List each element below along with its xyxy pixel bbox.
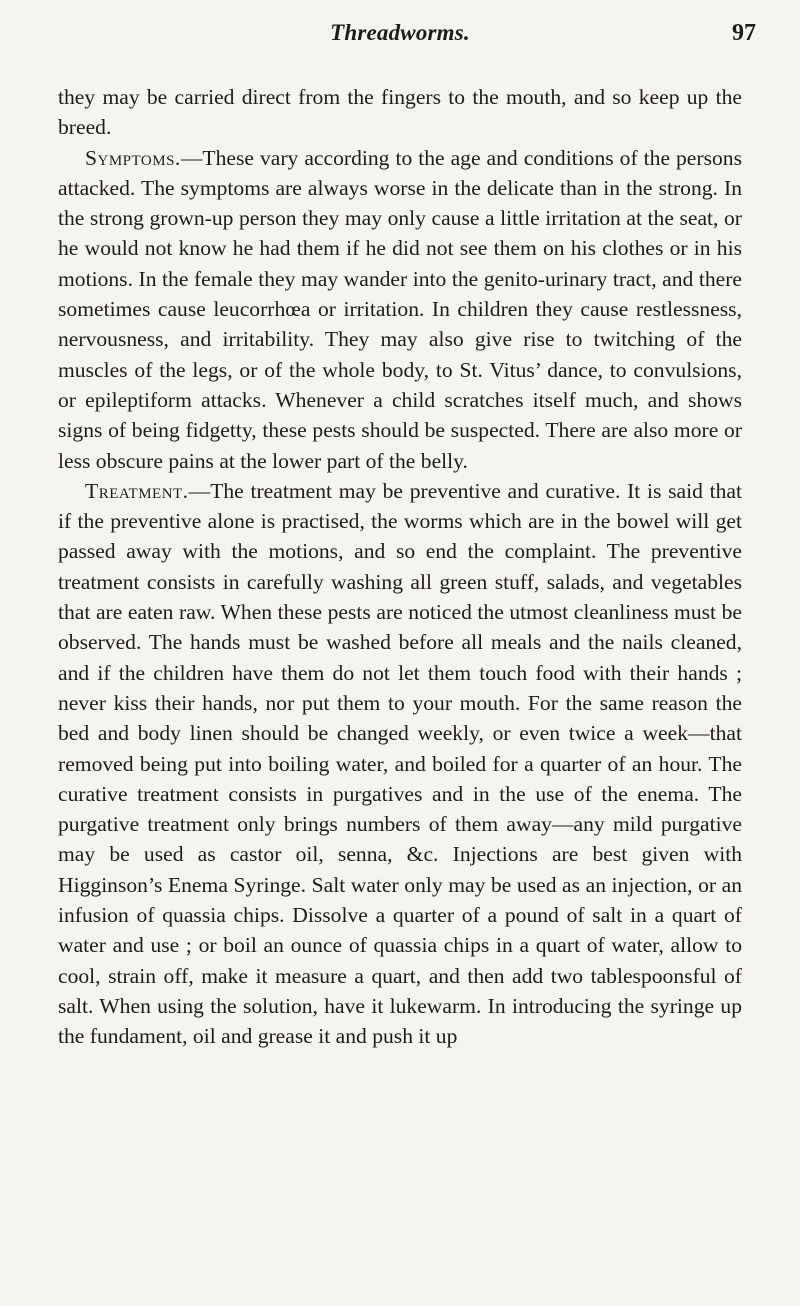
section-heading-symptoms: Symptoms. <box>85 145 181 170</box>
paragraph-treatment-text: —The treatment may be preventive and curative. It is said that if the preventive alone is practised, the worms which are in the bowel will get passed away with the motions, and so end the complaint. The preventive treatment consists in carefully washing all green stuff, salads, and vegetables that are eaten raw. When these pests are noticed the utmost cleanliness must be observed. The hands must be washed before all meals and the nails cleaned, and if the children have them do not let them touch food with their hands ; never kiss their hands, nor put them to your mouth. For the same reason the bed and body linen should be changed weekly, or even twice a week—that removed being put into boiling water, and boiled for a quarter of an hour. The curative treatment consists in purgatives and in the use of the enema. The purgative treatment only brings numbers of them away—any mild purgative may be used as castor oil, senna, &c. Injections are best given with Higginson’s Enema Syringe. Salt water only may be used as an injection, or an infusion of quassia chips. Dissolve a quarter of a pound of salt in a quart of water and use ; or boil an ounce of quassia chips in a quart of water, allow to cool, strain off, make it measure a quart, and then add two tablespoonsful of salt. When using the solution, have it lukewarm. In introducing the syringe up the fundament, oil and grease it and push it up <box>58 478 742 1049</box>
running-header <box>0 10 800 50</box>
paragraph-symptoms-text: —These vary according to the age and conditions of the persons attacked. The symptoms are always worse in the delicate than in the strong. In the strong grown-up person they may only cause a little irritation at the seat, or he would not know he had them if he did not see them on his clothes or in his motions. In the female they may wander into the genito-urinary tract, and there sometimes cause leucorrhœa or irritation. In children they cause restlessness, nervousness, and irritability. They may also give rise to twitching of the muscles of the legs, or of the whole body, to St. Vitus’ dance, to convulsions, or epileptiform attacks. Whenever a child scratches itself much, and shows signs of being fidgetty, these pests should be suspected. There are also more or less obscure pains at the lower part of the belly. <box>58 145 742 473</box>
body-text <box>58 82 742 1052</box>
section-heading-treatment: Treatment. <box>85 478 189 503</box>
running-title: Threadworms. <box>330 20 470 45</box>
paragraph-treatment <box>58 476 742 1052</box>
page-number: 97 <box>732 20 756 46</box>
paragraph-continuation: they may be carried direct from the fingers to the mouth, and so keep up the breed. <box>58 85 742 140</box>
paragraph-symptoms <box>58 143 742 476</box>
